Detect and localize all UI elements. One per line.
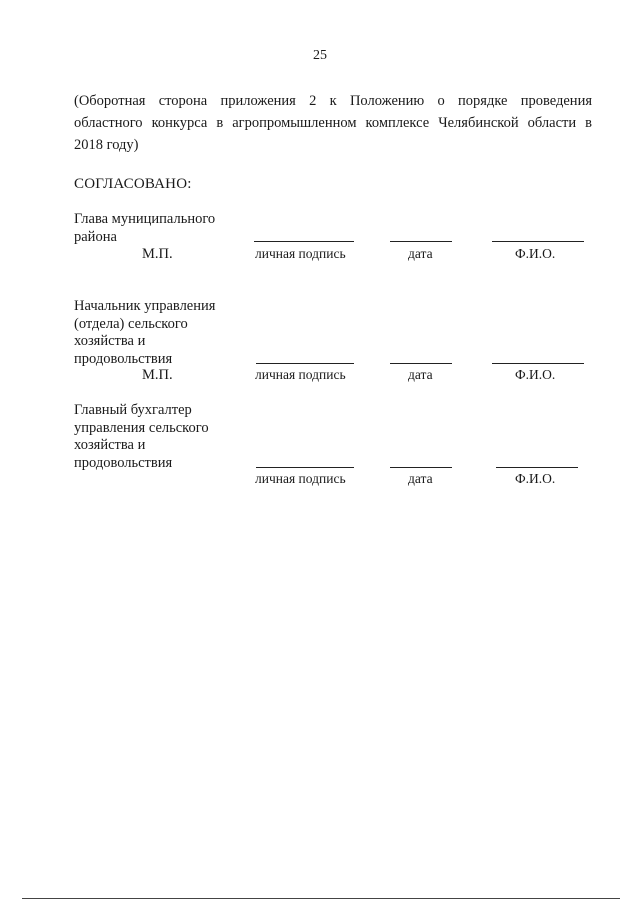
role-line: Начальник управления <box>74 298 216 314</box>
name-line <box>492 363 584 364</box>
intro-line-2: областного конкурса в агропромышленном комплексе Челябинской области в <box>74 115 592 131</box>
signature-block-chief-accountant <box>74 402 594 492</box>
role-line: Глава муниципального <box>74 211 216 227</box>
role-line: хозяйства и <box>74 437 146 453</box>
role-line: Главный бухгалтер <box>74 402 192 418</box>
role-line: (отдела) сельского <box>74 315 188 332</box>
role-title <box>74 298 254 368</box>
signature-label: личная подпись <box>255 246 346 261</box>
role-title <box>74 402 254 472</box>
role-line: продовольствия <box>74 454 173 471</box>
page-bottom-rule <box>22 898 620 899</box>
signature-label: личная подпись <box>255 471 346 486</box>
stamp-place-label: М.П. <box>142 367 173 383</box>
role-line: района <box>74 228 117 245</box>
date-line <box>390 467 452 468</box>
intro-line-1: (Оборотная сторона приложения 2 к Положению о порядке проведения <box>74 93 592 109</box>
signature-line <box>256 363 354 364</box>
date-label: дата <box>408 367 433 382</box>
role-title <box>74 211 254 246</box>
name-label: Ф.И.О. <box>515 246 556 261</box>
signature-label: личная подпись <box>255 367 346 382</box>
name-label: Ф.И.О. <box>515 367 556 382</box>
signature-block-head-of-district <box>74 211 594 271</box>
date-label: дата <box>408 246 433 261</box>
date-line <box>390 363 452 364</box>
approved-heading: СОГЛАСОВАНО: <box>74 176 192 192</box>
name-line <box>496 467 578 468</box>
document-intro <box>74 90 592 156</box>
date-line <box>390 241 452 242</box>
intro-line-3: 2018 году) <box>74 137 139 153</box>
role-line: продовольствия <box>74 350 173 367</box>
signature-line <box>256 467 354 468</box>
signature-line <box>254 241 354 242</box>
name-line <box>492 241 584 242</box>
stamp-place-label: М.П. <box>142 246 173 262</box>
page-number: 25 <box>313 48 327 63</box>
name-label: Ф.И.О. <box>515 471 556 486</box>
role-line: управления сельского <box>74 419 209 436</box>
signature-block-head-of-agriculture-dept <box>74 298 594 388</box>
date-label: дата <box>408 471 433 486</box>
role-line: хозяйства и <box>74 333 146 349</box>
